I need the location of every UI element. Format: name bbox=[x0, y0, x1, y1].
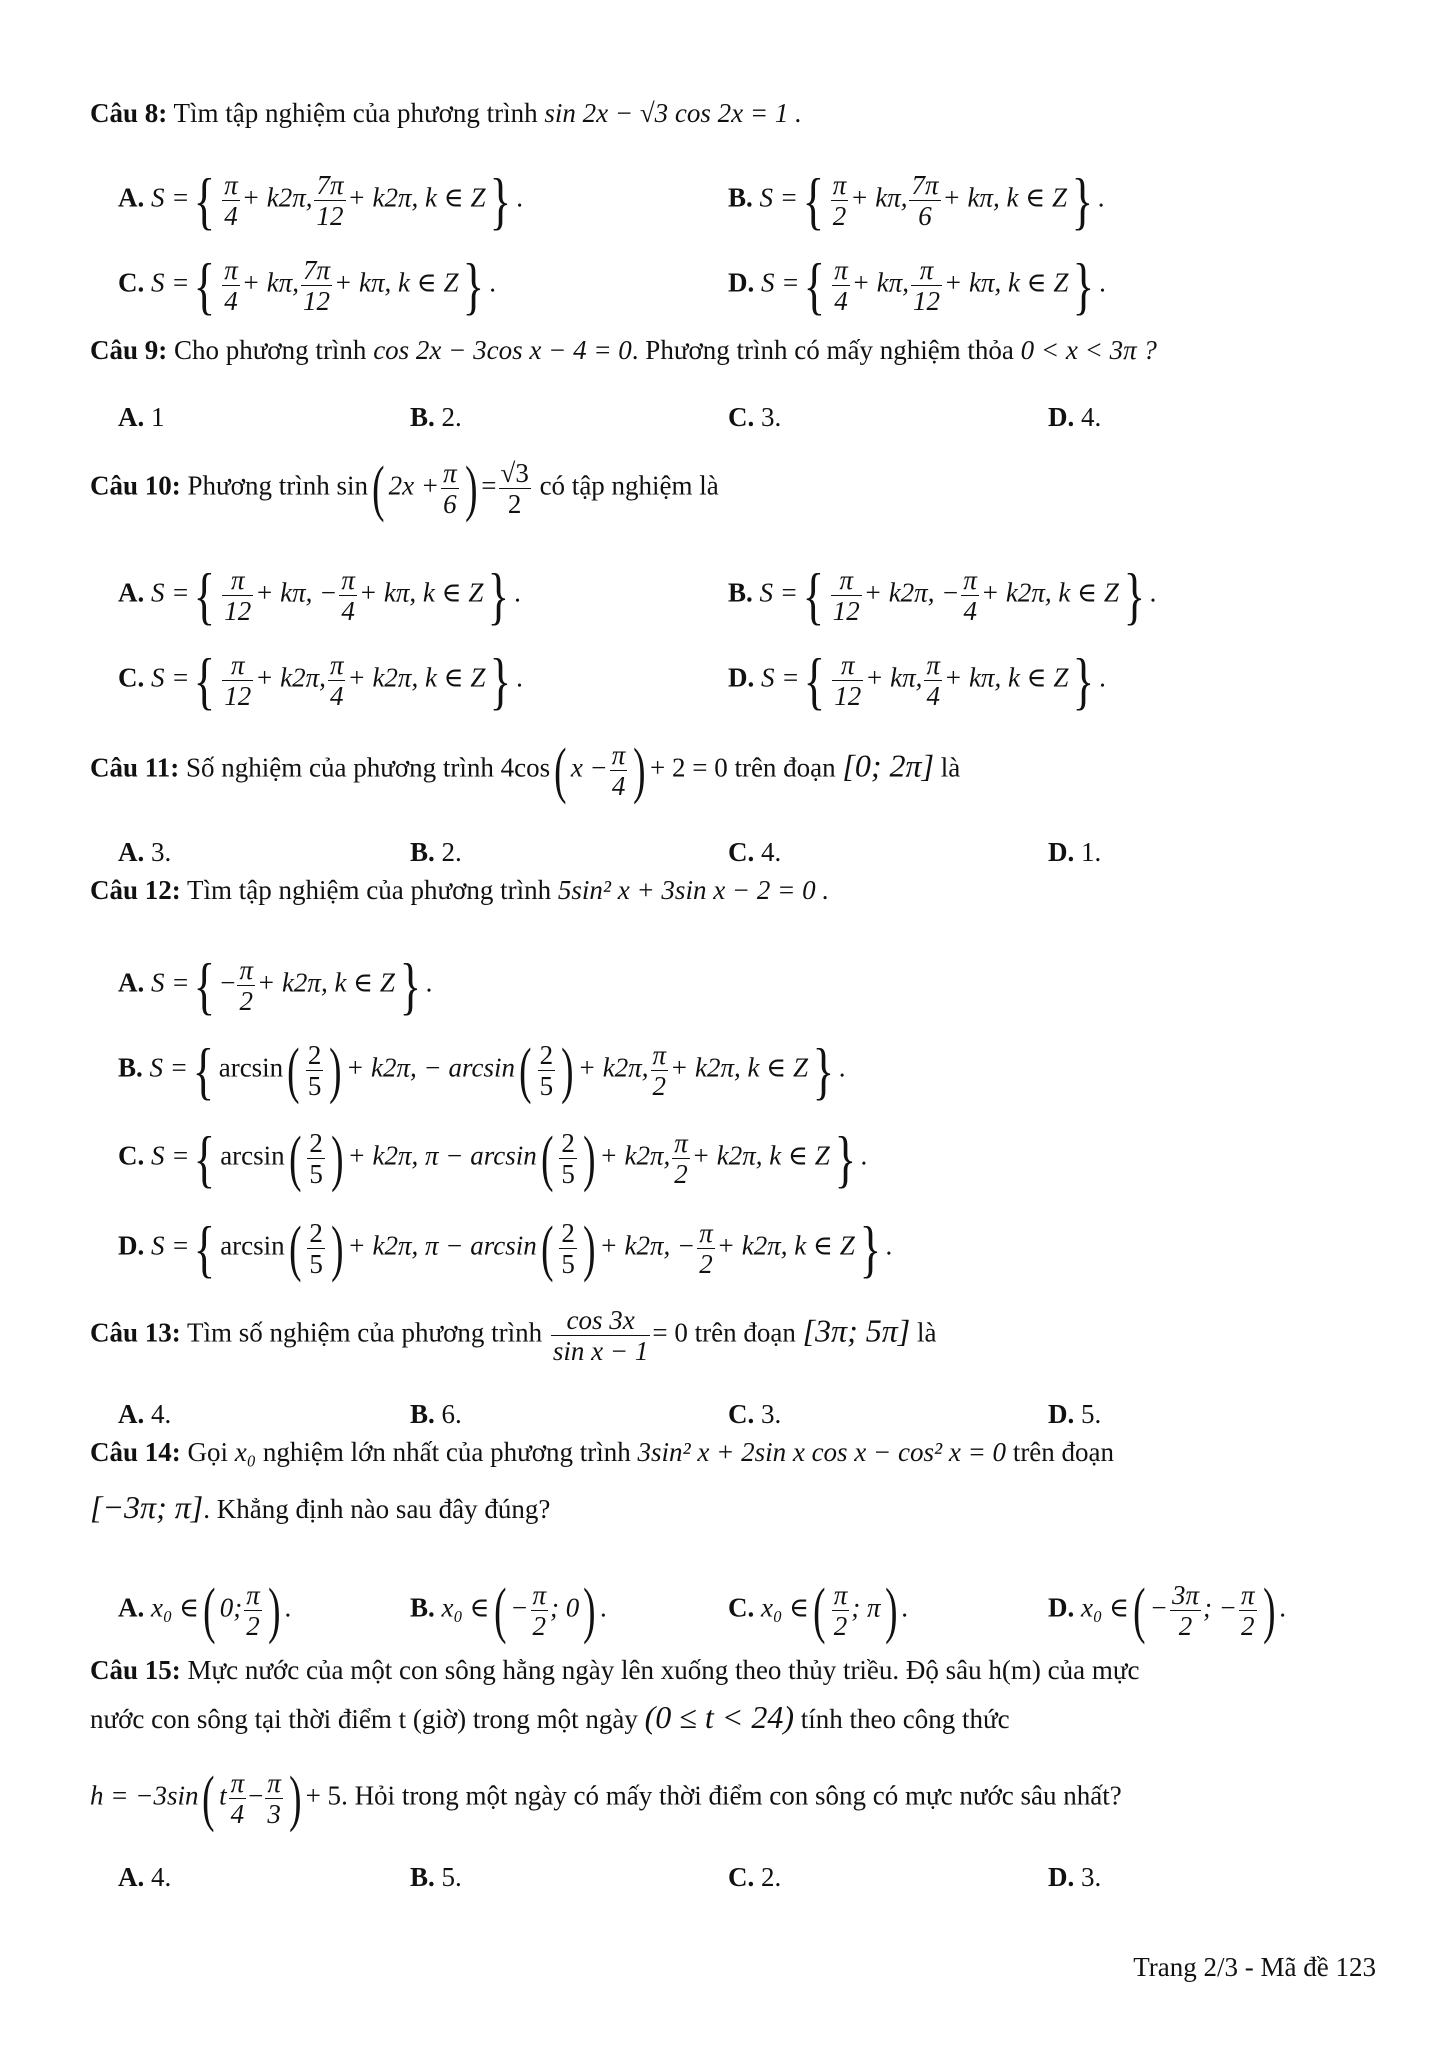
q8-option-d[interactable] bbox=[728, 249, 1106, 321]
q14-equation: 3sin² x + 2sin x cos x − cos² x = 0 bbox=[637, 1437, 1007, 1467]
fraction: $\frac{\pi}{12}$ bbox=[224, 650, 252, 711]
option-label: A. bbox=[118, 967, 145, 998]
q15-formula-line bbox=[90, 1764, 1122, 1833]
paren-left: ( bbox=[813, 1576, 826, 1645]
q13-text2: trên đoạn bbox=[694, 1317, 796, 1348]
fraction: $\frac{\pi}{2}$ bbox=[239, 955, 253, 1016]
option-label: A. bbox=[118, 837, 145, 867]
paren-right: ) bbox=[267, 1576, 281, 1645]
term: + k2π, − bbox=[599, 1230, 696, 1261]
q10-option-b[interactable] bbox=[728, 559, 1157, 631]
paren-right: ) bbox=[884, 1576, 898, 1645]
term: + k2π, bbox=[241, 182, 313, 213]
option-label: D. bbox=[1048, 1399, 1075, 1429]
set-symbol: S = bbox=[761, 662, 800, 693]
brace-left: { bbox=[804, 249, 826, 321]
period: . bbox=[1099, 662, 1106, 693]
q11-option-b[interactable] bbox=[410, 835, 462, 869]
option-value: 4. bbox=[1081, 402, 1102, 432]
q14-text4: . Khẳng định nào sau đây đúng? bbox=[203, 1494, 551, 1524]
paren-right: ) bbox=[330, 1214, 344, 1283]
set-symbol: S = bbox=[149, 1052, 188, 1083]
brace-right: } bbox=[399, 949, 422, 1021]
option-label: C. bbox=[728, 402, 755, 432]
term: + 5 bbox=[305, 1780, 342, 1811]
q12-option-d[interactable] bbox=[118, 1212, 893, 1284]
option-value: 3. bbox=[761, 402, 782, 432]
q13-option-d[interactable] bbox=[1048, 1397, 1101, 1431]
option-label: B. bbox=[410, 1862, 435, 1892]
membership: x₀ ∈ bbox=[151, 1592, 200, 1623]
q8-stem bbox=[90, 96, 802, 130]
fraction: $\frac{\pi}{2}$ bbox=[1241, 1580, 1255, 1641]
fraction: $\frac{\pi}{12}$ bbox=[832, 565, 860, 626]
page-footer: Trang 2/3 - Mã đề 123 bbox=[1133, 1952, 1376, 1982]
q14-stem-line1 bbox=[90, 1435, 1114, 1469]
option-value: 4. bbox=[151, 1862, 172, 1892]
term: − bbox=[510, 1592, 529, 1623]
option-value: 1. bbox=[1081, 837, 1102, 867]
set-symbol: S = bbox=[151, 267, 190, 298]
option-value: 6. bbox=[441, 1399, 462, 1429]
q12-stem bbox=[90, 873, 829, 907]
q10-option-a[interactable] bbox=[118, 559, 521, 631]
period: . bbox=[489, 267, 496, 298]
option-value: 3. bbox=[1081, 1862, 1102, 1892]
option-label: D. bbox=[118, 1230, 145, 1261]
q11-option-a[interactable] bbox=[118, 835, 171, 869]
fraction: $\frac{\pi}{4}$ bbox=[224, 170, 238, 231]
q15-text: Mực nước của một con sông hằng ngày lên xuống theo thủy triều. Độ sâu h(m) của mực bbox=[187, 1655, 1140, 1685]
fraction: $\frac{\pi}{2}$ bbox=[699, 1218, 713, 1279]
fraction: $\frac{7\pi}{12}$ bbox=[316, 170, 344, 231]
time-range: (0 ≤ t < 24) bbox=[644, 1699, 794, 1735]
period: . bbox=[516, 182, 523, 213]
interval: [0; 2π] bbox=[842, 747, 935, 784]
option-label: A. bbox=[118, 182, 145, 213]
q9-stem bbox=[90, 333, 1157, 367]
q10-label: Câu 10: bbox=[90, 470, 181, 501]
option-label: D. bbox=[1048, 837, 1075, 867]
fraction: $\frac{2}{5}$ bbox=[561, 1218, 575, 1279]
arcsin-fn: arcsin bbox=[220, 1140, 285, 1171]
q15-stem-line2 bbox=[90, 1700, 1010, 1736]
term: + k2π, k ∈ Z bbox=[716, 1230, 855, 1261]
option-label: C. bbox=[728, 1399, 755, 1429]
fraction: $\frac{\pi}{2}$ bbox=[652, 1040, 667, 1101]
q12-text: Tìm tập nghiệm của phương trình bbox=[187, 875, 552, 905]
term: ; π bbox=[851, 1592, 881, 1623]
option-value: 3. bbox=[151, 837, 172, 867]
paren-left: ( bbox=[1133, 1576, 1146, 1645]
brace-right: } bbox=[859, 1212, 881, 1284]
q13-option-b[interactable] bbox=[410, 1397, 462, 1431]
period: . bbox=[514, 577, 521, 608]
q9-option-a[interactable] bbox=[118, 400, 165, 434]
q14-option-b[interactable] bbox=[410, 1576, 607, 1645]
period: . bbox=[860, 1140, 868, 1171]
minus: − bbox=[220, 967, 236, 998]
fraction: $\frac{\pi}{2}$ bbox=[674, 1128, 688, 1189]
option-value: 5. bbox=[1081, 1399, 1102, 1429]
paren-right: ) bbox=[583, 1124, 596, 1193]
q10-text2: có tập nghiệm là bbox=[539, 470, 719, 501]
q8-label: Câu 8: bbox=[90, 98, 168, 128]
brace-left: { bbox=[802, 559, 825, 631]
membership: x₀ ∈ bbox=[441, 1592, 490, 1623]
brace-right: } bbox=[812, 1034, 835, 1106]
q8-equation: sin 2x − √3 cos 2x = 1 . bbox=[544, 98, 802, 128]
q8-option-b[interactable] bbox=[728, 164, 1105, 236]
term: + 2 = 0 bbox=[649, 752, 728, 783]
arcsin-fn: arcsin bbox=[220, 1230, 285, 1261]
option-value: 2. bbox=[761, 1862, 782, 1892]
term: + kπ, k ∈ Z bbox=[358, 577, 484, 608]
cos-fn: 4cos bbox=[500, 752, 551, 783]
term: + k2π, − arcsin bbox=[346, 1052, 515, 1083]
fraction: $\frac{\pi}{4}$ bbox=[926, 650, 940, 711]
fraction: $\frac{\pi}{4}$ bbox=[834, 255, 848, 316]
option-label: C. bbox=[728, 837, 755, 867]
period: . bbox=[599, 1592, 607, 1623]
equals: = bbox=[481, 470, 497, 501]
paren-left: ( bbox=[540, 1124, 554, 1193]
q13-option-a[interactable] bbox=[118, 1397, 171, 1431]
paren-right: ) bbox=[633, 736, 646, 805]
q9-text: Cho phương trình bbox=[174, 335, 367, 365]
q9-text2: . Phương trình có mấy nghiệm thỏa bbox=[631, 335, 1014, 365]
brace-right: } bbox=[1071, 164, 1094, 236]
period: . bbox=[425, 967, 433, 998]
paren-left: ( bbox=[287, 1036, 300, 1105]
brace-left: { bbox=[194, 1122, 216, 1194]
fraction: $\frac{\cos 3x}{\text{sin x − 1}}$ bbox=[552, 1305, 649, 1366]
membership: x₀ ∈ bbox=[1081, 1592, 1130, 1623]
fraction: $\frac{3\pi}{2}$ bbox=[1172, 1580, 1200, 1641]
q9-option-b[interactable] bbox=[410, 400, 462, 434]
option-label: A. bbox=[118, 1862, 145, 1892]
q14-option-a[interactable] bbox=[118, 1576, 292, 1645]
q11-option-c[interactable] bbox=[728, 835, 781, 869]
set-symbol: S = bbox=[151, 182, 190, 213]
paren-right: ) bbox=[289, 1764, 302, 1833]
fraction: $\frac{\pi}{6}$ bbox=[443, 458, 457, 519]
q10-stem bbox=[90, 454, 719, 523]
period: . bbox=[901, 1592, 908, 1623]
fraction: $\frac{2}{5}$ bbox=[561, 1128, 575, 1189]
q8-option-a[interactable] bbox=[118, 164, 523, 236]
q14-text3: trên đoạn bbox=[1012, 1437, 1115, 1467]
fraction: $\frac{\pi}{4}$ bbox=[230, 1768, 245, 1829]
fraction: $\frac{\pi}{4}$ bbox=[341, 565, 355, 626]
paren-right: ) bbox=[561, 1036, 574, 1105]
set-symbol: S = bbox=[151, 1140, 190, 1171]
paren-left: ( bbox=[493, 1576, 507, 1645]
brace-right: } bbox=[488, 559, 510, 631]
option-value: 5. bbox=[441, 1862, 462, 1892]
q9-option-c[interactable] bbox=[728, 400, 781, 434]
q15-text2: nước con sông tại thời điểm t (giờ) trong một ngày bbox=[90, 1704, 638, 1734]
term: + k2π, k ∈ Z bbox=[691, 1140, 830, 1171]
fraction: $\frac{\pi}{4}$ bbox=[963, 565, 977, 626]
set-symbol: S = bbox=[151, 662, 190, 693]
q15-label: Câu 15: bbox=[90, 1655, 181, 1685]
q14-label: Câu 14: bbox=[90, 1437, 181, 1467]
term: + k2π, k ∈ Z bbox=[347, 182, 486, 213]
term: + kπ, k ∈ Z bbox=[943, 267, 1069, 298]
set-symbol: S = bbox=[151, 577, 190, 608]
q12-option-a[interactable] bbox=[118, 949, 433, 1021]
q9-condition: 0 < x < 3π ? bbox=[1020, 335, 1157, 365]
paren-left: ( bbox=[203, 1576, 216, 1645]
set-symbol: S = bbox=[151, 1230, 190, 1261]
brace-left: { bbox=[194, 644, 216, 716]
option-label: C. bbox=[118, 662, 145, 693]
arcsin-fn: arcsin bbox=[218, 1052, 284, 1083]
q12-option-c[interactable] bbox=[118, 1122, 868, 1194]
fraction: $\frac{\pi}{4}$ bbox=[329, 650, 344, 711]
q15-stem-line1 bbox=[90, 1653, 1139, 1687]
option-value: 2. bbox=[441, 837, 462, 867]
q13-text3: là bbox=[916, 1317, 937, 1348]
period: . bbox=[838, 1052, 846, 1083]
q14-stem-line2 bbox=[90, 1490, 550, 1526]
option-label: B. bbox=[410, 1399, 435, 1429]
x0-symbol: x₀ bbox=[234, 1437, 257, 1467]
paren-left: ( bbox=[288, 1214, 302, 1283]
q15-option-a[interactable] bbox=[118, 1860, 171, 1894]
q10-option-d[interactable] bbox=[728, 644, 1106, 716]
fraction: $\frac{\pi}{4}$ bbox=[611, 740, 626, 801]
option-label: D. bbox=[1048, 1862, 1075, 1892]
brace-left: { bbox=[194, 949, 216, 1021]
term: x − bbox=[570, 752, 608, 783]
option-label: B. bbox=[118, 1052, 143, 1083]
brace-left: { bbox=[194, 249, 216, 321]
fraction: $\frac{7\pi}{6}$ bbox=[911, 170, 939, 231]
paren-left: ( bbox=[288, 1124, 302, 1193]
variable-t: t bbox=[219, 1780, 227, 1811]
brace-right: } bbox=[1073, 249, 1095, 321]
fraction: $\frac{2}{5}$ bbox=[539, 1040, 554, 1101]
option-label: A. bbox=[118, 402, 145, 432]
q14-option-d[interactable] bbox=[1048, 1576, 1286, 1645]
paren-left: ( bbox=[554, 736, 567, 805]
set-symbol: S = bbox=[151, 967, 190, 998]
fraction: $\frac{\pi}{12}$ bbox=[912, 255, 940, 316]
term: 0; bbox=[219, 1592, 243, 1623]
fraction: $\frac{\pi}{2}$ bbox=[246, 1580, 260, 1641]
option-label: A. bbox=[118, 1592, 145, 1623]
brace-right: } bbox=[463, 249, 485, 321]
option-value: 1 bbox=[151, 402, 165, 432]
q9-label: Câu 9: bbox=[90, 335, 168, 365]
fraction: $\frac{\pi}{4}$ bbox=[224, 255, 238, 316]
option-label: D. bbox=[1048, 402, 1075, 432]
paren-right: ) bbox=[1262, 1576, 1276, 1645]
brace-right: } bbox=[1073, 644, 1095, 716]
q11-option-d[interactable] bbox=[1048, 835, 1101, 869]
fraction: $\frac{\pi}{12}$ bbox=[834, 650, 862, 711]
brace-left: { bbox=[194, 1212, 216, 1284]
period: . bbox=[1149, 577, 1157, 608]
term: + kπ, − bbox=[255, 577, 338, 608]
paren-right: ) bbox=[583, 1214, 596, 1283]
option-label: B. bbox=[728, 577, 753, 608]
q9-equation: cos 2x − 3cos x − 4 = 0 bbox=[373, 335, 632, 365]
q15-option-d[interactable] bbox=[1048, 1860, 1101, 1894]
q8-text: Tìm tập nghiệm của phương trình bbox=[173, 98, 538, 128]
brace-left: { bbox=[804, 644, 826, 716]
term: ; 0 bbox=[550, 1592, 580, 1623]
q15-option-c[interactable] bbox=[728, 1860, 781, 1894]
interval: [−3π; π] bbox=[90, 1489, 204, 1525]
sin-fn: sin bbox=[336, 470, 368, 501]
option-label: B. bbox=[728, 182, 753, 213]
term: + k2π, k ∈ Z bbox=[347, 662, 486, 693]
paren-left: ( bbox=[519, 1036, 532, 1105]
option-value: 4. bbox=[151, 1399, 172, 1429]
period: . bbox=[885, 1230, 893, 1261]
interval: [3π; 5π] bbox=[802, 1312, 911, 1349]
q14-option-c[interactable] bbox=[728, 1576, 908, 1645]
brace-left: { bbox=[194, 559, 216, 631]
term: + k2π, bbox=[577, 1052, 649, 1083]
term: + k2π, π − arcsin bbox=[347, 1140, 537, 1171]
paren-left: ( bbox=[540, 1214, 554, 1283]
term: + kπ, bbox=[865, 662, 923, 693]
term: + k2π, k ∈ Z bbox=[670, 1052, 808, 1083]
option-label: A. bbox=[118, 1399, 145, 1429]
option-label: C. bbox=[728, 1592, 755, 1623]
set-symbol: S = bbox=[759, 182, 798, 213]
q11-stem bbox=[90, 736, 961, 805]
q12-equation: 5sin² x + 3sin x − 2 = 0 . bbox=[557, 875, 830, 905]
q8-option-c[interactable] bbox=[118, 249, 496, 321]
option-label: B. bbox=[410, 837, 435, 867]
fraction: $\frac{7\pi}{12}$ bbox=[302, 255, 330, 316]
fraction: $\frac{2}{5}$ bbox=[309, 1128, 323, 1189]
brace-right: } bbox=[1123, 559, 1146, 631]
period: . bbox=[516, 662, 523, 693]
fraction: $\frac{\pi}{12}$ bbox=[224, 565, 252, 626]
set-symbol: S = bbox=[761, 267, 800, 298]
period: . bbox=[284, 1592, 292, 1623]
term: + kπ, k ∈ Z bbox=[943, 662, 1069, 693]
term: = 0 bbox=[652, 1317, 688, 1348]
q15-text3: tính theo công thức bbox=[800, 1704, 1010, 1734]
paren-right: ) bbox=[330, 1124, 344, 1193]
option-label: D. bbox=[728, 662, 755, 693]
membership: x₀ ∈ bbox=[761, 1592, 810, 1623]
q13-text: Tìm số nghiệm của phương trình bbox=[187, 1317, 543, 1348]
q11-text3: là bbox=[940, 752, 961, 783]
paren-right: ) bbox=[583, 1576, 596, 1645]
option-label: C. bbox=[118, 1140, 145, 1171]
option-label: B. bbox=[410, 1592, 435, 1623]
minus: − bbox=[248, 1780, 264, 1811]
fraction: $\frac{√3}{2}$ bbox=[500, 458, 529, 519]
fraction: $\frac{\pi}{2}$ bbox=[532, 1580, 547, 1641]
term: + kπ, k ∈ Z bbox=[942, 182, 1067, 213]
q13-option-c[interactable] bbox=[728, 1397, 781, 1431]
term: + k2π, k ∈ Z bbox=[256, 967, 395, 998]
q15-option-b[interactable] bbox=[410, 1860, 462, 1894]
period: . bbox=[1097, 182, 1105, 213]
option-value: 2. bbox=[441, 402, 462, 432]
q13-stem bbox=[90, 1305, 936, 1366]
q13-label: Câu 13: bbox=[90, 1317, 181, 1348]
paren-right: ) bbox=[329, 1036, 342, 1105]
q14-text2: nghiệm lớn nhất của phương trình bbox=[262, 1437, 631, 1467]
formula-left: h = −3sin bbox=[90, 1780, 199, 1811]
q12-label: Câu 12: bbox=[90, 875, 181, 905]
q14-text: Gọi bbox=[187, 1437, 229, 1467]
fraction: $\frac{2}{5}$ bbox=[309, 1218, 323, 1279]
option-label: D. bbox=[1048, 1592, 1075, 1623]
brace-left: { bbox=[802, 164, 825, 236]
option-label: B. bbox=[410, 402, 435, 432]
q9-option-d[interactable] bbox=[1048, 400, 1101, 434]
paren-left: ( bbox=[202, 1764, 215, 1833]
term: + kπ, bbox=[851, 267, 909, 298]
q11-text: Số nghiệm của phương trình bbox=[186, 752, 494, 783]
paren-left: ( bbox=[372, 454, 385, 523]
term: − bbox=[1149, 1592, 1168, 1623]
q10-text: Phương trình bbox=[187, 470, 330, 501]
term: + kπ, k ∈ Z bbox=[334, 267, 459, 298]
option-value: 3. bbox=[761, 1399, 782, 1429]
fraction: $\frac{\pi}{3}$ bbox=[267, 1768, 281, 1829]
term: + k2π, − bbox=[863, 577, 960, 608]
period: . bbox=[1099, 267, 1106, 298]
term: ; − bbox=[1203, 1592, 1237, 1623]
term: + k2π, k ∈ Z bbox=[980, 577, 1119, 608]
fraction: $\frac{2}{5}$ bbox=[307, 1040, 322, 1101]
q11-text2: trên đoạn bbox=[734, 752, 836, 783]
period: . bbox=[1279, 1592, 1286, 1623]
option-label: C. bbox=[118, 267, 145, 298]
term: + kπ, bbox=[850, 182, 908, 213]
option-label: A. bbox=[118, 577, 145, 608]
q10-option-c[interactable] bbox=[118, 644, 523, 716]
q12-option-b[interactable] bbox=[118, 1034, 846, 1106]
term: 2x + bbox=[388, 470, 440, 501]
fraction: $\frac{\pi}{2}$ bbox=[832, 170, 847, 231]
paren-right: ) bbox=[464, 454, 478, 523]
fraction: $\frac{\pi}{2}$ bbox=[833, 1580, 848, 1641]
term: + k2π, bbox=[255, 662, 326, 693]
q11-label: Câu 11: bbox=[90, 752, 180, 783]
option-label: C. bbox=[728, 1862, 755, 1892]
brace-left: { bbox=[192, 1034, 215, 1106]
q15-question: . Hỏi trong một ngày có mấy thời điểm con sông có mực nước sâu nhất? bbox=[341, 1780, 1122, 1811]
brace-right: } bbox=[834, 1122, 856, 1194]
brace-right: } bbox=[490, 644, 512, 716]
term: + kπ, bbox=[241, 267, 299, 298]
term: + k2π, bbox=[599, 1140, 671, 1171]
option-value: 4. bbox=[761, 837, 782, 867]
option-label: D. bbox=[728, 267, 755, 298]
term: + k2π, π − arcsin bbox=[347, 1230, 537, 1261]
brace-right: } bbox=[490, 164, 512, 236]
set-symbol: S = bbox=[759, 577, 798, 608]
brace-left: { bbox=[194, 164, 216, 236]
